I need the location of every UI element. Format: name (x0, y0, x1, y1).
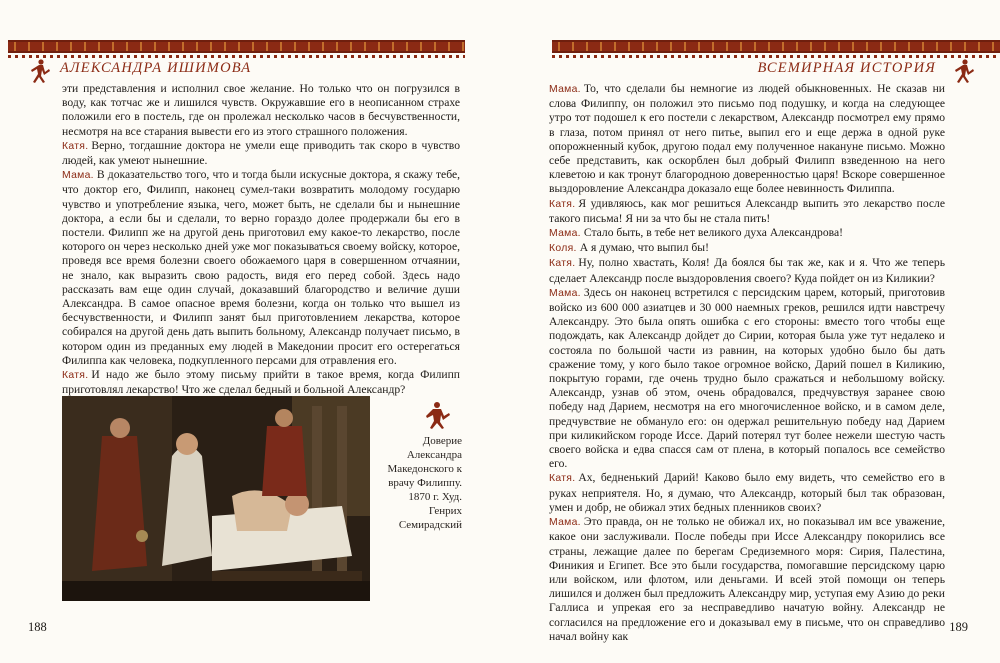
page-number: 188 (28, 620, 47, 634)
speaker-label: Катя. (62, 370, 89, 382)
speaker-label: Коля. (549, 243, 577, 255)
paragraph (62, 168, 460, 368)
right-body-text (549, 82, 945, 644)
paragraph-text: А я думаю, что выпил бы! (579, 241, 709, 255)
speaker-label: Мама. (62, 170, 94, 182)
paragraph (549, 256, 945, 285)
paragraph-text: Стало быть, в тебе нет великого духа Александрова! (583, 226, 843, 240)
paragraph (62, 82, 460, 139)
paragraph (62, 368, 460, 397)
paragraph (549, 286, 945, 472)
paragraph (549, 226, 945, 241)
paragraph (549, 82, 945, 197)
paragraph-text: Верно, тогдашние доктора не умели еще приводить так скоро в чувство людей, как умеют нынешние. (62, 138, 460, 168)
paragraph-text: Это правда, он не только не обижал их, но показывал им все уважение, какое они заслуживали. После победы при Иссе Александру покорились все страны, лежащие далее по берегам Средиземного моря: Сирия, Палестина, Финикия и Египет. Все это были государства, помогавшие персидскому царю или войском, или флотом, или деньгами. И всей этой помощи он теперь лишился и должен был предложить Александру мир, уступая ему Азию до реки Галлиса и упрекая его за несправедливо начатую войну. Александр не согласился на предложение его и доказывал ему в письме, что он справедливо начал войну как (549, 515, 946, 643)
kneeling-figure-icon (424, 400, 450, 430)
paragraph-text: Ну, полно хвастать, Коля! Да боялся бы так же, как и я. Что же теперь сделает Александр после выздоровления своего? Куда пойдет он из Киликии? (549, 256, 945, 285)
left-body-text (62, 82, 460, 397)
paragraph-text: Здесь он наконец встретился с персидским царем, который, приготовив войско из 600 000 азиатцев и 30 000 наемных греков, решился идти навстречу Александру. Это была опять ошибка с его стороны: вместо того чтобы еще подождать, как Александр дойдет до Сирии, которая была уже тут недалеко и состояла по большой части из равнин, на которых удобно было бы дать сражение тому, у кого было такое огромное войско, Дарий пошел в Киликию, покрытую горами, где очень трудно было сражаться и небольшому войску. Александр, узнав об этом, очень обрадовался, предчувствуя заранее свою победу над Дарием, несмотря на его многочисленное войско, и в самом деле, предчувствие не обмануло его: он одержал решительную победу над Дарием при киликийском городе Иссе. Дарий потерял тут более нежели шестую часть своего войска и едва спасся сам от плена, в который попалось все семейство его. (549, 285, 945, 471)
paragraph-text: И надо же было этому письму прийти в такое время, когда Филипп приготовлял лекарство! Что же сделал бедный и больной Александр? (62, 368, 460, 397)
dotted-border (8, 55, 465, 58)
page-number: 189 (949, 620, 968, 634)
paragraph-text: эти представления и исполнил свое желание. Но только что он погрузился в воду, как тотчас же и лишился чувств. Окружавшие его в неописанном страхе положили его в постель, где он пролежал несколько часов в бесчувственности, несмотря на все старания вывести его из этого страшного положения. (62, 82, 460, 138)
paragraph-text: Я удивляюсь, как мог решиться Александр выпить это лекарство после такого письма! Я ни за что бы не стала пить! (549, 196, 945, 225)
dotted-border (552, 55, 1000, 58)
illustration-caption: Доверие Александра Македонского к врачу Филиппу. 1870 г. Худ. Генрих Семирадский (387, 435, 462, 531)
dancing-figure-icon (28, 58, 54, 84)
speaker-label: Мама. (549, 287, 581, 299)
paragraph (62, 139, 460, 168)
meander-border (552, 40, 1000, 53)
speaker-label: Мама. (549, 517, 581, 529)
speaker-label: Мама. (549, 84, 581, 95)
paragraph-text: Ах, бедненький Дарий! Каково было ему видеть, что семейство его в руках неприятеля. Но, я думаю, что Александр, который был так образован, умен и добр, не обижал этих бедных пленников своих? (549, 471, 945, 514)
speaker-label: Мама. (549, 228, 581, 240)
speaker-label: Катя. (549, 258, 576, 270)
paragraph (549, 471, 945, 515)
speaker-label: Катя. (549, 473, 576, 485)
painting-image (62, 396, 370, 601)
dancing-figure-icon (952, 58, 978, 84)
speaker-label: Катя. (62, 140, 89, 152)
painting-illustration (62, 396, 370, 601)
speaker-label: Катя. (549, 198, 576, 210)
paragraph (549, 241, 945, 256)
running-head-title: ВСЕМИРНАЯ ИСТОРИЯ (757, 60, 936, 76)
paragraph-text: В доказательство того, что и тогда были искусные доктора, я скажу тебе, что доктор его, Филипп, наконец сумел-таки возвратить молодому государю чувство и употребление языка, чего, может быть, не сделали бы и нынешние доктора, а если бы и сделали, то верно гораздо долее продержали бы его в постели. Филипп же на другой день приготовил ему какое-то лекарство, после которого он через несколько дней уже мог показываться своему войску, которое, проведя все время болезни своего обожаемого царя в совершенном отчаянии, не знало, как выразить свою радость, видя его перед собой. Здесь надо рассказать вам еще один случай, доказавший благородство и величие души Александра. В самое опасное время болезни, когда он только что вышел из бесчувственности, и Филипп занят был приготовлением лекарства, которое собирался на другой день дать выпить больному, Александр получает письмо, в котором один из преданных ему людей в Македонии просит его остерегаться Филиппа как человека, подкупленного персами для отравления его. (62, 168, 460, 367)
paragraph (549, 515, 945, 644)
meander-border (8, 40, 465, 53)
running-head-author: АЛЕКСАНДРА ИШИМОВА (60, 60, 252, 76)
paragraph-text: То, что сделали бы немногие из людей обыкновенных. Не сказав ни слова Филиппу, он положил это письмо под подушку, и когда на следующее утро тот подошел к его постели с лекарством, Александр посмотрел ему прямо в глаза, потом принял от него питье, выпил его и еще держа в одной руке опорожненный кубок, другою подал ему полученное накануне письмо. Можно себе представить, как оскорблен был добрый Филипп взведенною на него клеветою и как тронут благородною доверенностью царя! Вскоре совершенное выздоровление Александра доказало еще более невинность Филиппа. (549, 82, 945, 196)
paragraph (549, 197, 945, 226)
